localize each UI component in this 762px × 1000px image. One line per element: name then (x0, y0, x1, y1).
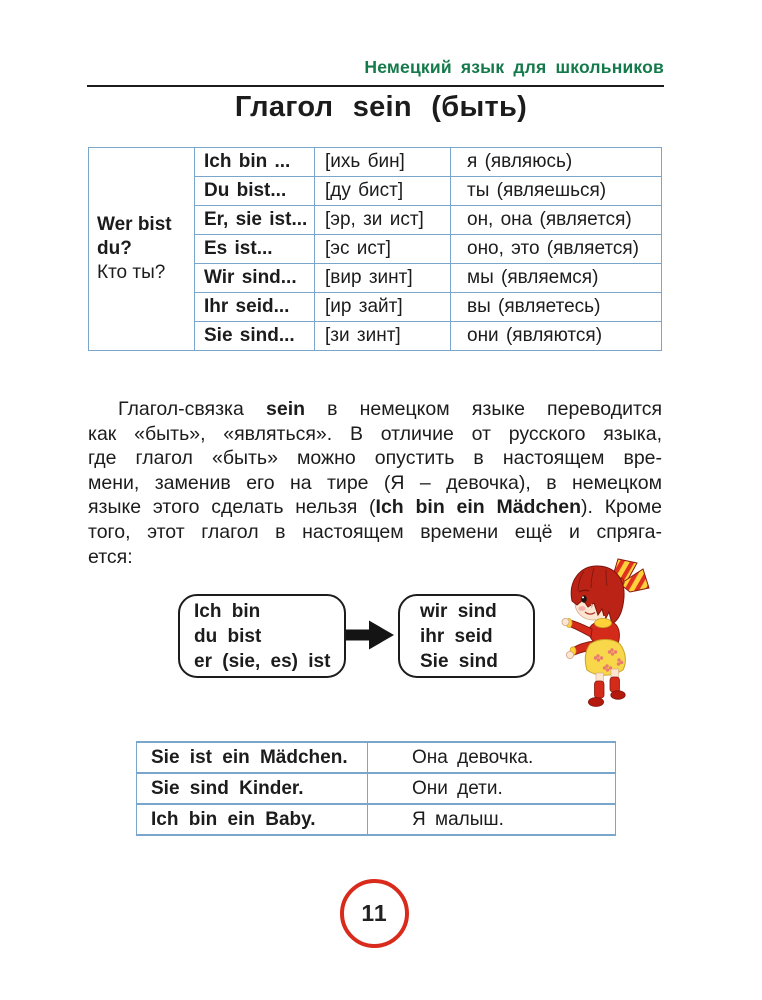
conjugation-table-label-cell (89, 148, 195, 351)
cell-russian-sentence: Они дети. (368, 773, 616, 804)
cell-pronunciation: [эс ист] (315, 235, 451, 264)
bold-term: Ich bin ein Mädchen (375, 496, 581, 519)
cell-pronunciation: [ир зайт] (315, 293, 451, 322)
box-line: er (sie, es) ist (194, 650, 331, 672)
cell-pronunciation: [ду бист] (315, 177, 451, 206)
cell-german-sentence: Ich bin ein Baby. (137, 804, 368, 835)
cell-german: Sie sind... (195, 322, 315, 351)
cell-pronunciation: [зи зинт] (315, 322, 451, 351)
cell-german-sentence: Sie sind Kinder. (137, 773, 368, 804)
text-segment: языке этого сделать нельзя ( (88, 496, 376, 519)
box-line: ihr seid (420, 625, 493, 647)
box-line: du bist (194, 625, 262, 647)
box-line: wir sind (420, 600, 497, 622)
label-question-ru: Кто ты? (97, 262, 166, 283)
cell-translation: мы (являемся) (451, 264, 662, 293)
paragraph-line: мени, заменив его на тире (Я – девочка), в немецком (88, 471, 662, 494)
table-row (137, 804, 616, 835)
table-row (89, 148, 662, 177)
plural-forms-box (398, 594, 535, 678)
cell-translation: они (являются) (451, 322, 662, 351)
cell-german: Ihr seid... (195, 293, 315, 322)
examples-table (136, 741, 616, 836)
bold-term: sein (266, 398, 306, 420)
page-title: Глагол sein (быть) (234, 91, 528, 123)
header-divider (87, 85, 664, 87)
paragraph-line (88, 397, 662, 422)
box-line: Sie sind (420, 650, 498, 672)
page-number: 11 (361, 900, 388, 926)
cell-german: Wir sind... (195, 264, 315, 293)
cell-german: Es ist... (195, 235, 315, 264)
cell-pronunciation: [эр, зи ист] (315, 206, 451, 235)
cell-german: Ich bin ... (195, 148, 315, 177)
table-row (137, 742, 616, 773)
cell-translation: оно, это (является) (451, 235, 662, 264)
cell-pronunciation: [вир зинт] (315, 264, 451, 293)
paragraph-line (88, 495, 662, 520)
cell-russian-sentence: Она девочка. (368, 742, 616, 773)
cell-translation: ты (являешься) (451, 177, 662, 206)
singular-forms-box (178, 594, 346, 678)
body-paragraph (88, 397, 662, 569)
cell-translation: я (являюсь) (451, 148, 662, 177)
paragraph-line: того, этот глагол в настоящем времени ещё и спряга- (88, 520, 662, 543)
cell-translation: вы (являетесь) (451, 293, 662, 322)
cell-german: Er, sie ist... (195, 206, 315, 235)
paragraph-line: как «быть», «являться». В отличие от русского языка, (88, 422, 662, 445)
paragraph-line: ется: (88, 545, 133, 568)
cell-german-sentence: Sie ist ein Mädchen. (137, 742, 368, 773)
cell-german: Du bist... (195, 177, 315, 206)
cell-translation: он, она (является) (451, 206, 662, 235)
text-segment: ). Кроме (581, 496, 662, 519)
table-row (137, 773, 616, 804)
text-segment: в немецком языке переводится (305, 398, 663, 420)
cell-pronunciation: [ихь бин] (315, 148, 451, 177)
text-segment: Глагол-связка (118, 398, 266, 420)
conjugation-table (88, 147, 662, 351)
box-line: Ich bin (194, 600, 261, 622)
girl-illustration (560, 557, 654, 711)
arrow-right-icon (346, 620, 394, 650)
label-question-de: Wer bist du? (97, 214, 172, 259)
running-header: Немецкий язык для школьников (364, 57, 664, 77)
page-number-badge (340, 879, 409, 948)
cell-russian-sentence: Я малыш. (368, 804, 616, 835)
paragraph-line: где глагол «быть» можно опустить в настоящем вре- (88, 447, 662, 470)
